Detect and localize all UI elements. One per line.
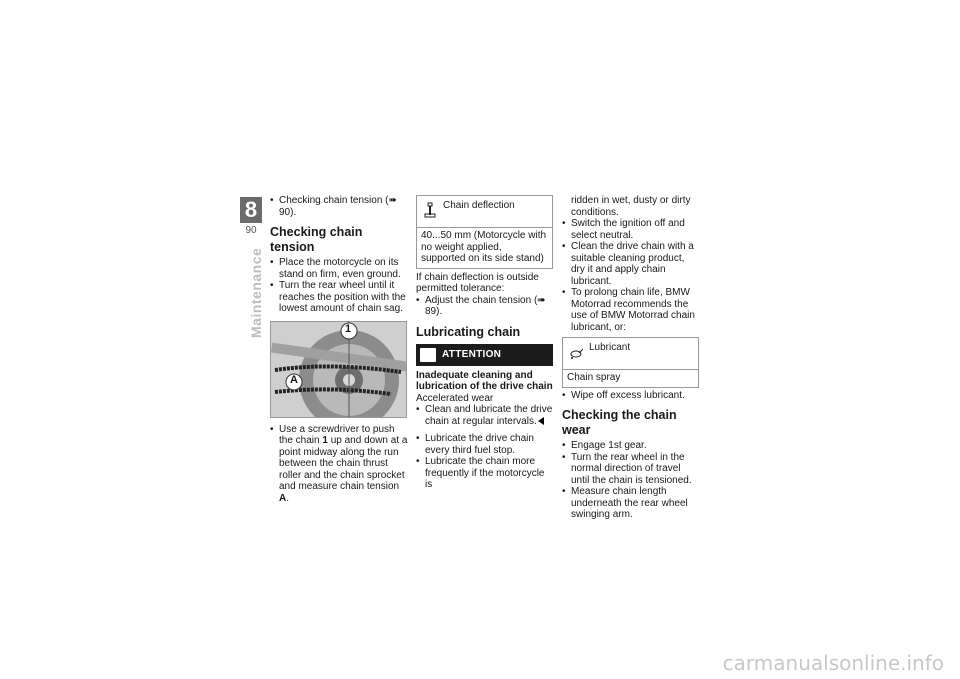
column-3: [562, 195, 700, 521]
lubricant-spec: [562, 337, 699, 388]
spec-title: Chain deflection: [443, 200, 515, 211]
list-item: • Measure chain length underneath the rear wheel swinging arm.: [562, 486, 700, 521]
list-item: • Lubricate the drive chain every third fuel stop.: [416, 433, 553, 456]
list-item: • Checking chain tension (➠ 90).: [270, 195, 408, 218]
list-item: • Engage 1st gear.: [562, 440, 700, 452]
list-item: • Clean the drive chain with a suitable cleaning product, dry it and apply chain lubricant.: [562, 241, 700, 287]
list-item: • Turn the rear wheel until it reaches the position with the lowest amount of chain sag.: [270, 280, 408, 315]
attention-hand-icon: [420, 348, 436, 362]
attention-title: Inadequate cleaning and lubrication of the drive chain: [416, 369, 553, 392]
figure-label-1: 1: [345, 322, 352, 335]
attention-banner: [416, 344, 553, 366]
page-number: 90: [245, 225, 257, 236]
list-item: • Switch the ignition off and select neutral.: [562, 218, 700, 241]
figure-label-a: A: [290, 373, 298, 386]
wrench-icon: [423, 202, 437, 218]
list-item: • Lubricate the chain more frequently if the motorcycle is: [416, 456, 553, 491]
list-item: • Clean and lubricate the drive chain at regular intervals.: [416, 404, 553, 427]
attention-label: ATTENTION: [442, 348, 502, 360]
spec-value: Chain spray: [567, 372, 621, 383]
column-2: [416, 195, 553, 491]
end-mark-icon: [538, 417, 544, 425]
section-heading: Checking the chain wear: [562, 408, 677, 437]
watermark: carmanualsonline.info: [722, 651, 944, 675]
chapter-tab: [240, 197, 262, 236]
list-item: • Turn the rear wheel in the normal direction of travel until the chain is tensioned.: [562, 452, 700, 487]
section-heading: Lubricating chain: [416, 324, 521, 339]
list-item: • To prolong chain life, BMW Motorrad recommends the use of BMW Motorrad chain lubricant, or:: [562, 287, 700, 333]
list-item: • Adjust the chain tension (➠ 89).: [416, 295, 553, 318]
attention-subtitle: Accelerated wear: [416, 392, 494, 404]
chain-deflection-spec: [416, 195, 553, 269]
spec-title: Lubricant: [589, 342, 631, 353]
spec-value: 40...50 mm (Motorcycle with no weight applied, supported on its side stand): [421, 230, 547, 264]
column-1: [270, 195, 408, 504]
list-item: • Place the motorcycle on its stand on firm, even ground.: [270, 257, 408, 280]
chain-illustration: [271, 322, 407, 418]
paragraph: ridden in wet, dusty or dirty conditions.: [571, 195, 691, 218]
list-item: • Wipe off excess lubricant.: [562, 390, 700, 402]
chapter-number: 8: [240, 197, 262, 223]
paragraph: If chain deflection is outside permitted tolerance:: [416, 271, 539, 294]
oil-can-icon: [569, 344, 583, 360]
section-heading: Checking chain tension: [270, 225, 363, 254]
section-title: Maintenance: [248, 247, 264, 338]
list-item: • Use a screwdriver to push the chain 1 up and down at a point midway along the run between the chain thrust roller and the chain sprocket and measure chain tension A.: [270, 424, 408, 505]
chain-photo: [270, 321, 407, 418]
